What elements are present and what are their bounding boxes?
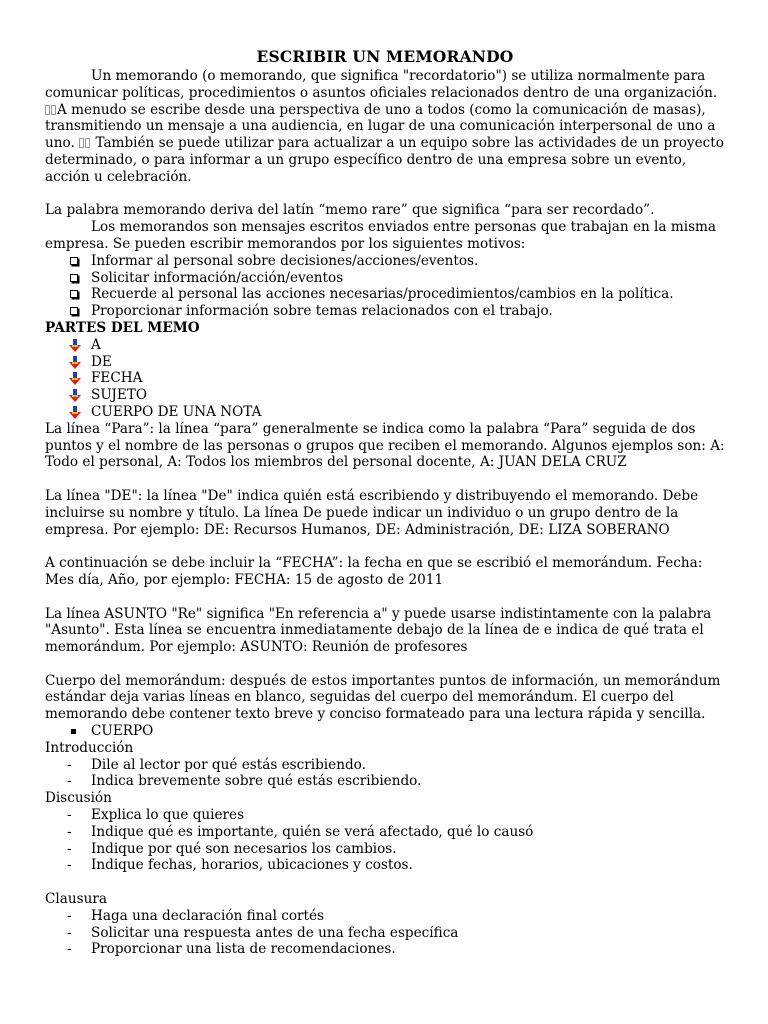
discusion-list [45, 807, 725, 874]
list-item: - Proporcionar una lista de recomendaciones. [67, 941, 396, 958]
checkbox-bullet-icon [70, 274, 78, 282]
list-item: - Haga una declaración final cortés [67, 907, 325, 924]
discusion-heading: Discusión [45, 790, 112, 807]
list-item: A [45, 337, 725, 354]
dash-bullet-icon: - [67, 756, 72, 773]
list-item: - Solicitar una respuesta antes de una fecha específica [67, 924, 459, 941]
list-item: SUJETO [45, 387, 725, 404]
parts-heading: PARTES DEL MEMO [45, 319, 200, 336]
square-bullet-icon [71, 729, 76, 734]
asunto-section: La línea ASUNTO "Re" significa "En referencia a" y puede usarse indistintamente con la palabra "Asunto". Esta línea se encuentra inmediatamente debajo de la línea de e indica de qué trata el memorándum. Por ejemplo: ASUNTO: Reunión de profesores [45, 605, 712, 656]
intro-paragraph: Un memorando (o memorando, que significa "recordatorio") se utiliza normalmente para comunicar políticas, procedimientos o asuntos oficiales relacionados dentro de una organización. A menudo se escribe desde una perspectiva de uno a todos (como la comunicación de masas), transmitiendo un mensaje a una audiencia, en lugar de una comunicación interpersonal de uno a uno. También se puede utilizar para actualizar a un equipo sobre las actividades de un proyecto determinado, o para informar a un grupo específico dentro de una empresa sobre un evento, acción u celebración. [45, 68, 724, 185]
list-item: DE [45, 354, 725, 371]
list-item: Proporcionar información sobre temas relacionados con el trabajo. [45, 303, 725, 320]
list-item: - Explica lo que quieres [67, 807, 245, 824]
checkbox-bullet-icon [70, 290, 78, 298]
dash-bullet-icon: - [67, 823, 72, 840]
dash-bullet-icon: - [67, 857, 72, 874]
list-item: Solicitar información/acción/eventos [45, 270, 725, 287]
dash-bullet-icon: - [67, 807, 72, 824]
list-item: Recuerde al personal las acciones necesarias/procedimientos/cambios en la política. [45, 286, 725, 303]
clausura-heading: Clausura [45, 891, 107, 908]
list-item: - Indica brevemente sobre qué estás escribiendo. [67, 773, 422, 790]
dash-bullet-icon: - [67, 840, 72, 857]
reasons-list [45, 253, 725, 320]
introduccion-heading: Introducción [45, 739, 134, 756]
arrow-down-bullet-icon [68, 356, 82, 370]
cuerpo-section: Cuerpo del memorándum: después de estos importantes puntos de información, un memorándum estándar deja varias líneas en blanco, seguidas del cuerpo del memorándum. El cuerpo del memorando debe contener texto breve y conciso formateado para una lectura rápida y sencilla. [45, 672, 721, 723]
list-item: CUERPO DE UNA NOTA [45, 404, 725, 421]
arrow-down-bullet-icon [68, 406, 82, 420]
dash-bullet-icon: - [67, 924, 72, 941]
fecha-section: A continuación se debe incluir la “FECHA”: la fecha en que se escribió el memorándum. Fecha: Mes día, Año, por ejemplo: FECHA: 15 de agosto de 2011 [45, 555, 703, 588]
para-line-section: La línea “Para”: la línea “para” generalmente se indica como la palabra “Para” seguida de dos puntos y el nombre de las personas o grupos que reciben el memorando. Algunos ejemplos son: A: Todo el personal, A: Todos los miembros del personal docente, A: JUAN DELA CRUZ [45, 420, 725, 471]
list-item: FECHA [45, 370, 725, 387]
memo-guide [45, 48, 725, 958]
parts-list [45, 337, 725, 421]
reasons-intro: Los memorandos son mensajes escritos enviados entre personas que trabajan en la misma empresa. Se pueden escribir memorandos por los siguientes motivos: [45, 219, 717, 252]
checkbox-bullet-icon [70, 257, 78, 265]
arrow-down-bullet-icon [68, 339, 82, 353]
dash-bullet-icon: - [67, 907, 72, 924]
dash-bullet-icon: - [67, 941, 72, 958]
de-line-section: La línea "DE": la línea "De" indica quién está escribiendo y distribuyendo el memorando. Debe incluirse su nombre y título. La línea De puede indicar un individuo o un grupo dentro de la empresa. Por ejemplo: DE: Recursos Humanos, DE: Administración, DE: LIZA SOBERANO [45, 487, 699, 538]
arrow-down-bullet-icon [68, 372, 82, 386]
list-item: - Indique fechas, horarios, ubicaciones y costos. [67, 857, 413, 874]
cuerpo-bullet-list [45, 723, 725, 740]
etymology-paragraph: La palabra memorando deriva del latín “memo rare” que significa “para ser recordado”. [45, 202, 655, 219]
list-item: CUERPO [45, 723, 725, 740]
document-title: ESCRIBIR UN MEMORANDO [256, 47, 514, 66]
dash-bullet-icon: - [67, 773, 72, 790]
list-item: Informar al personal sobre decisiones/acciones/eventos. [45, 253, 725, 270]
checkbox-bullet-icon [70, 307, 78, 315]
list-item: - Indique por qué son necesarios los cambios. [67, 840, 397, 857]
list-item: - Dile al lector por qué estás escribiendo. [67, 756, 366, 773]
introduccion-list [45, 757, 725, 791]
clausura-list [45, 908, 725, 958]
list-item: - Indique qué es importante, quién se verá afectado, qué lo causó [67, 823, 534, 840]
arrow-down-bullet-icon [68, 389, 82, 403]
